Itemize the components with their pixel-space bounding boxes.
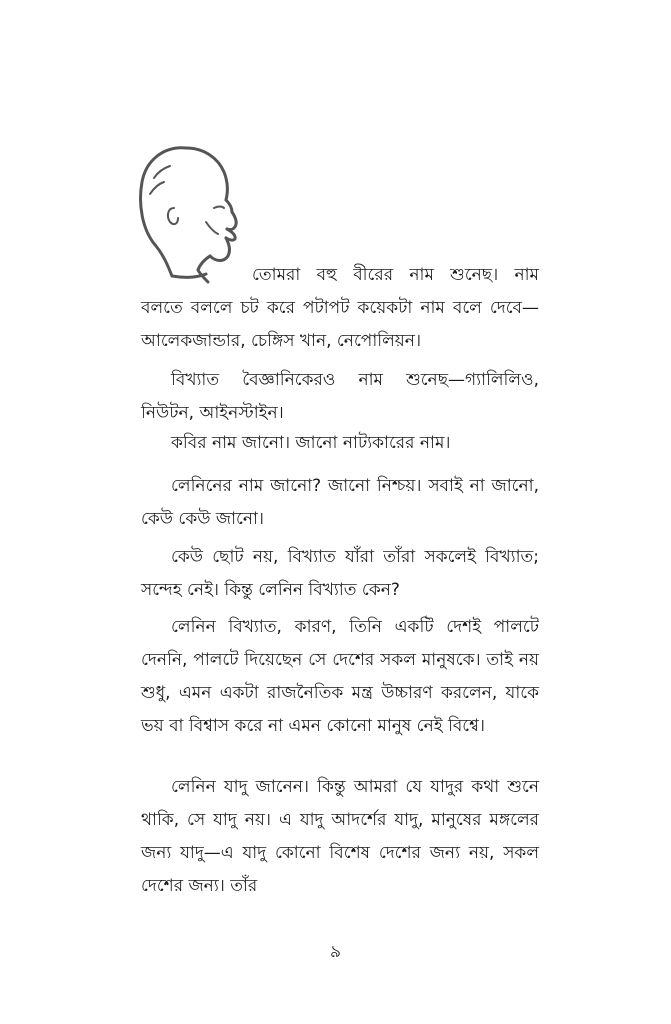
paragraph-4: লেনিনের নাম জানো? জানো নিশ্চয়। সবাই না জানো, কেউ কেউ জানো।	[141, 476, 539, 529]
paragraph-5: কেউ ছোট নয়, বিখ্যাত যাঁরা তাঁরা সকলেই বিখ্যাত; সন্দেহ নেই। কিন্তু লেনিন বিখ্যাত কেন?	[141, 547, 539, 600]
paragraph-7: লেনিন যাদু জানেন। কিন্তু আমরা যে যাদুর কথা শুনে থাকি, সে যাদু নয়। এ যাদু আদর্শের যাদু, মানুষের মঙ্গলের জন্য যাদু—এ যাদু কোনো বিশেষ দেশের জন্য নয়, সকল দেশের জন্য। তাঁর	[141, 777, 539, 896]
paragraph-6: লেনিন বিখ্যাত, কারণ, তিনি একটি দেশই পালটে দেননি, পালটে দিয়েছেন সে দেশের সকল মানুষকে। তাই নয় শুধু, এমন একটা রাজনৈতিক মন্ত্র উচ্চারণ করলেন, যাকে ভয় বা বিশ্বাস করে না এমন কোনো মানুষ নেই বিশ্বে।	[141, 617, 539, 736]
paragraph-3: কবির নাম জানো। জানো নাট্যকারের নাম।	[171, 433, 451, 453]
page-number: ৯	[329, 942, 342, 962]
opening-line: তোমরা বহু বীরের নাম শুনেছ। নাম	[252, 265, 539, 285]
paragraph-1-continuation: বলতে বললে চট করে পটাপট কয়েকটা নাম বলে দেবে—আলেকজান্ডার, চেঙ্গিস খান, নেপোলিয়ন।	[141, 298, 539, 351]
lenin-portrait-illustration	[134, 138, 246, 284]
paragraph-2: বিখ্যাত বৈজ্ঞানিকেরও নাম শুনেছ—গ্যালিলিও, নিউটন, আইনস্টাইন।	[141, 370, 539, 423]
